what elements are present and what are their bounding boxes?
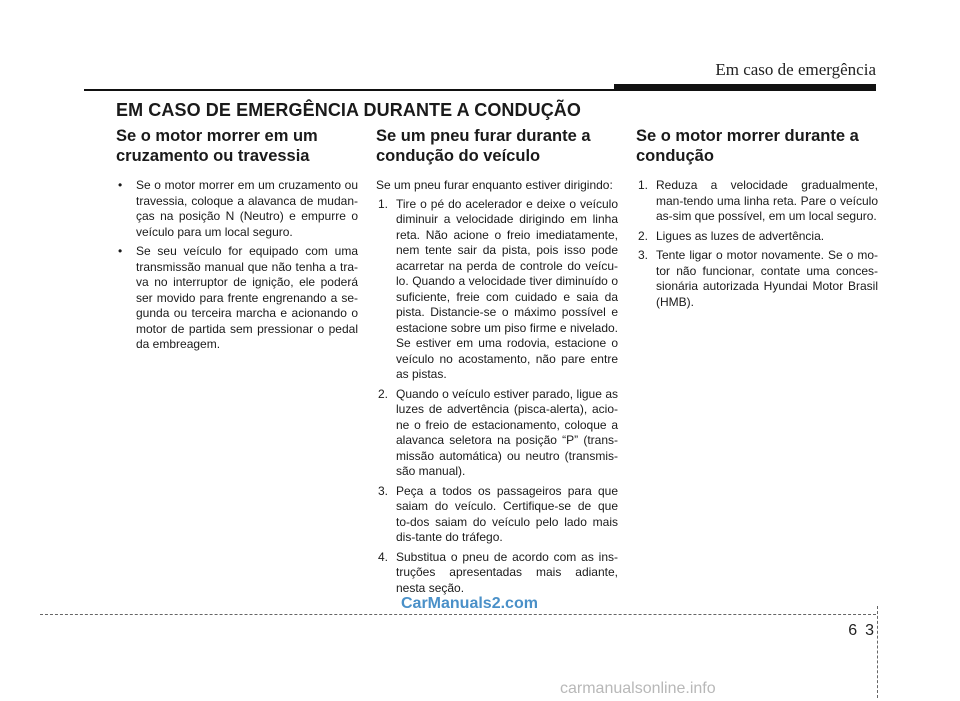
intro-text: Se um pneu furar enquanto estiver dirigindo:	[376, 178, 613, 192]
list-item: 3. Peça a todos os passageiros para que saiam do veículo. Certifique-se de que to-dos saiam do veículo pelo lado mais dis-tante do tráfego.	[378, 483, 618, 544]
column-flat-tire	[376, 126, 618, 600]
column-heading: Se um pneu furar durante a condução do veículo	[376, 127, 591, 165]
page-index: 3	[865, 622, 874, 639]
bullet-icon: •	[118, 178, 123, 192]
header-rule-thick	[614, 84, 876, 91]
footer-dashed-vertical	[877, 606, 878, 698]
numbered-list	[376, 197, 618, 597]
footer-dashed-rule	[40, 614, 876, 615]
bullet-list	[116, 178, 358, 353]
page-number	[848, 622, 874, 640]
list-item: 2. Quando o veículo estiver parado, ligue as luzes de advertência (pisca-alerta), acio-ne o freio de estacionamento, coloque a alavanca seletora na posição “P” (trans-missão automática) ou neutro (transmis-são manual).	[378, 386, 618, 478]
section-title: EM CASO DE EMERGÊNCIA DURANTE A CONDUÇÃO	[116, 100, 582, 120]
list-item: 4. Substitua o pneu de acordo com as ins-truções apresentadas mais adiante, nesta seção.	[378, 549, 618, 595]
list-item: 1. Reduza a velocidade gradualmente, man-tendo uma linha reta. Pare o veículo as-sim que possível, em um local seguro.	[638, 178, 878, 223]
column-heading: Se o motor morrer em um cruzamento ou travessia	[116, 127, 318, 165]
list-item: • Se seu veículo for equipado com uma transmissão manual que não tenha a tra-va no interruptor de ignição, ele poderá ser movido para frente engrenando a se-gunda ou terceira marcha e acionando o motor de partida sem pressionar o pedal da embreagem.	[118, 244, 358, 351]
running-header: Em caso de emergência	[715, 60, 876, 79]
list-item: • Se o motor morrer em um cruzamento ou travessia, coloque a alavanca de mudan-ças na posição N (Neutro) e empurre o veículo para um local seguro.	[118, 178, 358, 239]
watermark-carmanuals2: CarManuals2.com	[401, 595, 538, 612]
column-engine-stall-crossing	[116, 126, 358, 357]
list-item: 3. Tente ligar o motor novamente. Se o mo-tor não funcionar, contate uma conces-sionária autorizada Hyundai Motor Brasil (HMB).	[638, 248, 878, 309]
bullet-icon: •	[118, 244, 123, 258]
header-rule-thin	[84, 89, 614, 91]
list-item: 1. Tire o pé do acelerador e deixe o veículo diminuir a velocidade dirigindo em linha reta. Não acione o freio imediatamente, nem tente sair da pista, pois isso pode acarretar na perda de controle do veícu-lo. Quando a velocidade tiver diminuído o suficiente, freie com cuidado e saia da pista. Distancie-se o máximo possível e estacione sobre um piso firme e nivelado. Se estiver em uma rodovia, estacione o veículo no acostamento, não pare entre as pistas.	[378, 196, 618, 381]
list-item: 2. Ligues as luzes de advertência.	[638, 228, 825, 243]
column-engine-stall-driving	[636, 126, 878, 314]
column-heading: Se o motor morrer durante a condução	[636, 127, 859, 165]
numbered-list	[636, 178, 878, 310]
watermark-carmanualsonline: carmanualsonline.info	[560, 680, 716, 697]
chapter-number: 6	[848, 622, 858, 639]
